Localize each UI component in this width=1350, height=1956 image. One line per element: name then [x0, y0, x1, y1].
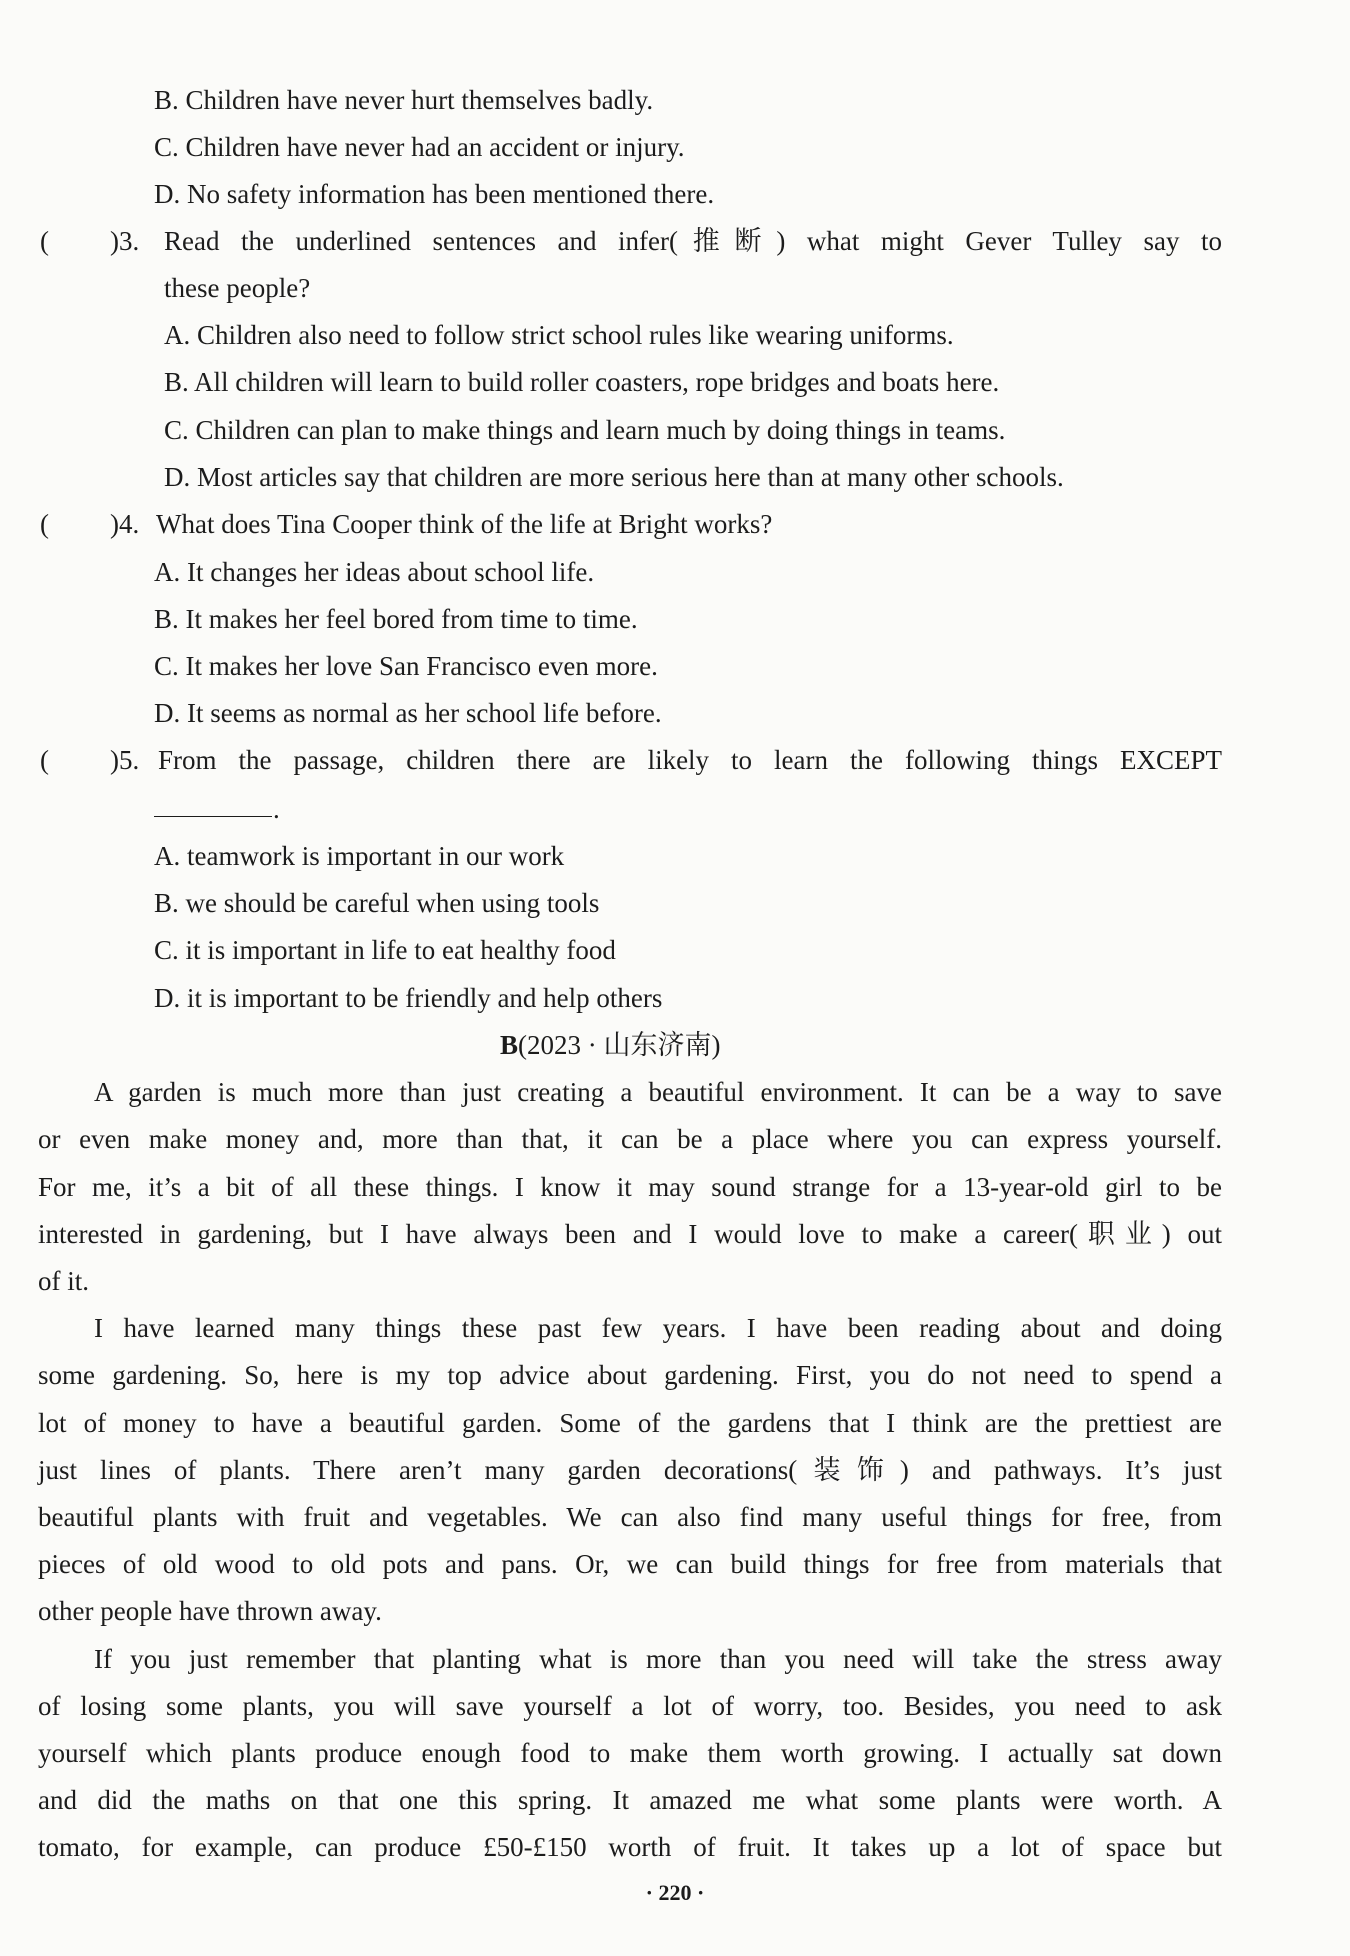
section-letter: B	[500, 1030, 519, 1060]
q2-option-c: C. Children have never had an accident or injury.	[154, 132, 685, 162]
q5-answer-paren-open: (	[40, 745, 49, 775]
q4-option-c: C. It makes her love San Francisco even more.	[154, 651, 658, 681]
q4-option-b: B. It makes her feel bored from time to time.	[154, 604, 638, 634]
q5-option-b: B. we should be careful when using tools	[154, 888, 600, 918]
q2-option-b: B. Children have never hurt themselves badly.	[154, 85, 654, 115]
q3-option-a: A. Children also need to follow strict school rules like wearing uniforms.	[164, 320, 954, 350]
passage-line: yourself which plants produce enough food to make them worth growing. I actually sat down	[38, 1738, 1222, 1768]
passage-line: of it.	[38, 1266, 89, 1296]
q4-option-d: D. It seems as normal as her school life before.	[154, 698, 662, 728]
q5-option-a: A. teamwork is important in our work	[154, 841, 565, 871]
passage-line: tomato, for example, can produce £50-£150 worth of fruit. It takes up a lot of space but	[38, 1832, 1222, 1862]
q3-stem-line1: Read the underlined sentences and infer(推断) what might Gever Tulley say to	[164, 226, 1222, 256]
q3-option-d: D. Most articles say that children are more serious here than at many other schools.	[164, 462, 1064, 492]
passage-line: and did the maths on that one this spring. It amazed me what some plants were worth. A	[38, 1785, 1222, 1815]
q4-stem: What does Tina Cooper think of the life at Bright works?	[156, 509, 773, 539]
passage-line: interested in gardening, but I have always been and I would love to make a career(职业) out	[38, 1219, 1222, 1249]
q5-blank-period: .	[273, 794, 280, 824]
section-source: (2023 · 山东济南)	[518, 1030, 721, 1060]
section-b-heading	[500, 1028, 721, 1062]
q5-number: )5.	[110, 745, 140, 775]
q3-number: )3.	[110, 226, 140, 256]
passage-line: For me, it’s a bit of all these things. I know it may sound strange for a 13-year-old girl to be	[38, 1172, 1222, 1202]
q5-option-d: D. it is important to be friendly and help others	[154, 983, 663, 1013]
q3-option-b: B. All children will learn to build roller coasters, rope bridges and boats here.	[164, 367, 1000, 397]
q3-option-c: C. Children can plan to make things and learn much by doing things in teams.	[164, 415, 1006, 445]
passage-line: A garden is much more than just creating a beautiful environment. It can be a way to save	[94, 1077, 1222, 1107]
q4-option-a: A. It changes her ideas about school life.	[154, 557, 595, 587]
passage-line: just lines of plants. There aren’t many garden decorations(装饰) and pathways. It’s just	[38, 1455, 1222, 1485]
passage-line: I have learned many things these past few years. I have been reading about and doing	[94, 1313, 1222, 1343]
q4-number: )4.	[110, 509, 140, 539]
passage-line: If you just remember that planting what is more than you need will take the stress away	[94, 1644, 1222, 1674]
passage-line: lot of money to have a beautiful garden. Some of the gardens that I think are the prettiest are	[38, 1408, 1222, 1438]
q2-option-d: D. No safety information has been mentioned there.	[154, 179, 715, 209]
q3-answer-paren-open: (	[40, 226, 49, 256]
passage-line: or even make money and, more than that, it can be a place where you can express yourself.	[38, 1124, 1222, 1154]
passage-line: some gardening. So, here is my top advice about gardening. First, you do not need to spend a	[38, 1360, 1222, 1390]
q5-answer-blank	[154, 816, 272, 817]
passage-line: beautiful plants with fruit and vegetables. We can also find many useful things for free, from	[38, 1502, 1222, 1532]
q4-answer-paren-open: (	[40, 509, 49, 539]
q5-option-c: C. it is important in life to eat healthy food	[154, 935, 616, 965]
page-number: · 220 ·	[645, 1880, 705, 1905]
q5-stem: From the passage, children there are likely to learn the following things EXCEPT	[158, 745, 1222, 775]
passage-line: of losing some plants, you will save yourself a lot of worry, too. Besides, you need to ask	[38, 1691, 1222, 1721]
passage-line: other people have thrown away.	[38, 1596, 382, 1626]
q3-stem-line2: these people?	[164, 273, 311, 303]
passage-line: pieces of old wood to old pots and pans. Or, we can build things for free from materials that	[38, 1549, 1222, 1579]
